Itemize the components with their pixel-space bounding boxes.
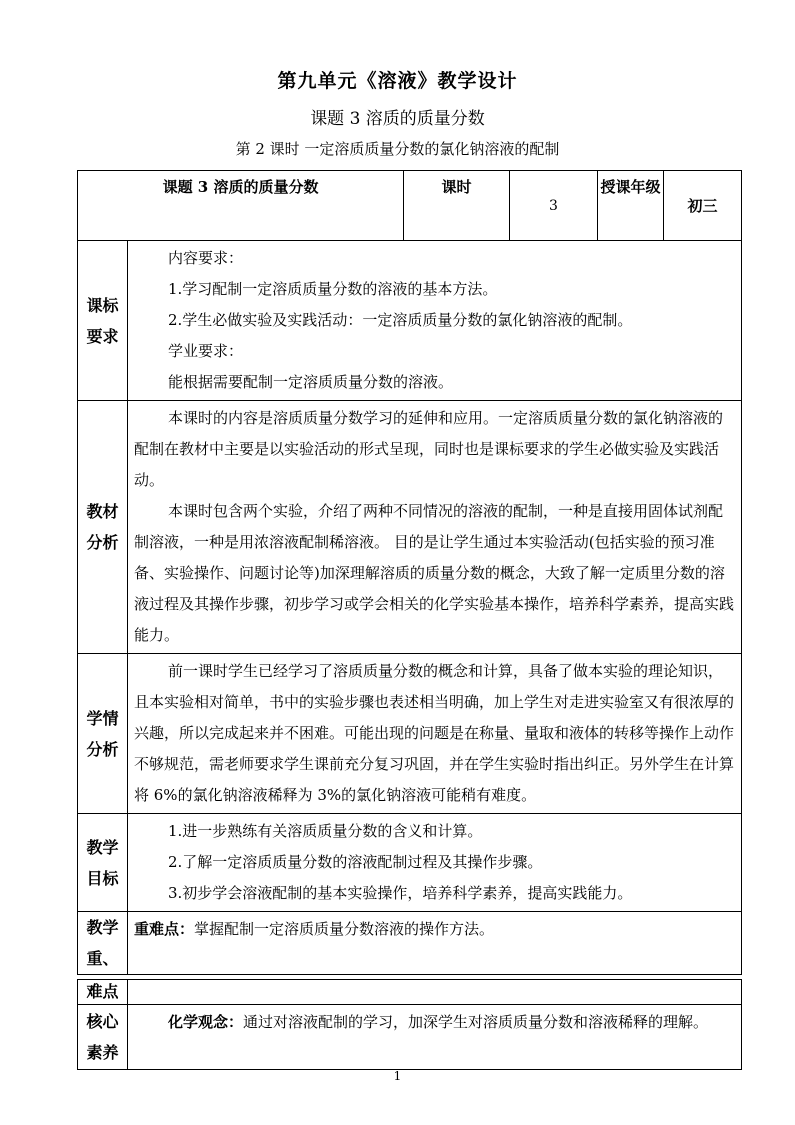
difficulty-content: [128, 980, 742, 1005]
objective-item: 2.了解一定溶质质量分数的溶液配制过程及其操作步骤。: [168, 853, 543, 871]
period-value: 3: [510, 171, 598, 241]
unit-title: 第九单元《溶液》教学设计: [277, 70, 518, 92]
literacy-row: [78, 1005, 742, 1070]
key-points-content: [128, 912, 742, 975]
textbook-para-2: 本课时包含两个实验，介绍了两种不同情况的溶液的配制，一种是直接用固体试剂配制溶液，一种是用浓溶液配制稀溶液。 目的是让学生通过本实验活动(包括实验的预习准备、实验操作、问题讨论等)加深理解溶质的质量分数的概念，大致了解一定质里分数的溶液过程及其操作步骤，初步学习或学会相关的化学实验基本操作，培养科学素养，提高实践能力。: [134, 502, 735, 644]
grade-value: 初三: [664, 171, 742, 241]
objective-item: 3.初步学会溶液配制的基本实验操作，培养科学素养，提高实践能力。: [168, 884, 633, 902]
students-label: 学情分析: [78, 654, 128, 814]
curriculum-line: 2.学生必做实验及实践活动：一定溶质质量分数的氯化钠溶液的配制。: [168, 311, 633, 329]
key-points-text: 掌握配制一定溶质质量分数溶液的操作方法。: [194, 920, 495, 938]
textbook-para-1: 本课时的内容是溶质质量分数学习的延伸和应用。一定溶质质量分数的氯化钠溶液的配制在教材中主要是以实验活动的形式呈现，同时也是课标要求的学生必做实验及实践活动。: [134, 409, 724, 489]
objective-item: 1.进一步熟练有关溶质质量分数的含义和计算。: [168, 822, 483, 840]
textbook-row: [78, 401, 742, 654]
literacy-concept-text: 通过对溶液配制的学习，加深学生对溶质质量分数和溶液稀释的理解。: [243, 1013, 709, 1031]
objectives-row: [78, 814, 742, 912]
objectives-label: 教学目标: [78, 814, 128, 912]
difficulty-label: 难点: [78, 980, 128, 1005]
curriculum-row: [78, 241, 742, 401]
page-number: 1: [393, 1069, 402, 1083]
literacy-label: 核心素养: [78, 1005, 128, 1070]
curriculum-content: [128, 241, 742, 401]
literacy-concept-label: 化学观念：: [168, 1013, 244, 1031]
period-title: 第 2 课时 一定溶质质量分数的氯化钠溶液的配制: [235, 140, 560, 158]
students-row: [78, 654, 742, 814]
curriculum-label: 课标要求: [78, 241, 128, 401]
key-points-label: 教学重、: [78, 912, 128, 975]
students-content: [128, 654, 742, 814]
curriculum-line: 内容要求：: [168, 249, 244, 267]
students-para: 前一课时学生已经学习了溶质质量分数的概念和计算，具备了做本实验的理论知识，且本实验相对简单，书中的实验步骤也表述相当明确，加上学生对走进实验室又有很浓厚的兴趣，所以完成起来并不困难。可能出现的问题是在称量、量取和液体的转移等操作上动作不够规范，需老师要求学生课前充分复习巩固，并在学生实验时指出纠正。另外学生在计算将 6%的氯化钠溶液稀释为 3%的氯化钠溶液可能稍有难度。: [134, 662, 735, 804]
difficulty-row: [78, 980, 742, 1005]
curriculum-line: 学业要求：: [168, 342, 244, 360]
grade-label: 授课年级: [598, 171, 664, 241]
period-label: 课时: [404, 171, 510, 241]
topic-cell: 课题 3 溶质的质量分数: [78, 171, 404, 241]
lesson-plan-table: [77, 170, 742, 1070]
curriculum-line: 能根据需要配制一定溶质质量分数的溶液。: [168, 373, 454, 391]
objectives-content: [128, 814, 742, 912]
textbook-content: [128, 401, 742, 654]
lesson-title: 课题 3 溶质的质量分数: [310, 109, 485, 129]
key-points-key-label: 重难点：: [134, 920, 195, 938]
literacy-content: [128, 1005, 742, 1070]
key-points-row: [78, 912, 742, 975]
header-row: [78, 171, 742, 241]
textbook-label: 教材分析: [78, 401, 128, 654]
curriculum-line: 1.学习配制一定溶质质量分数的溶液的基本方法。: [168, 280, 498, 298]
